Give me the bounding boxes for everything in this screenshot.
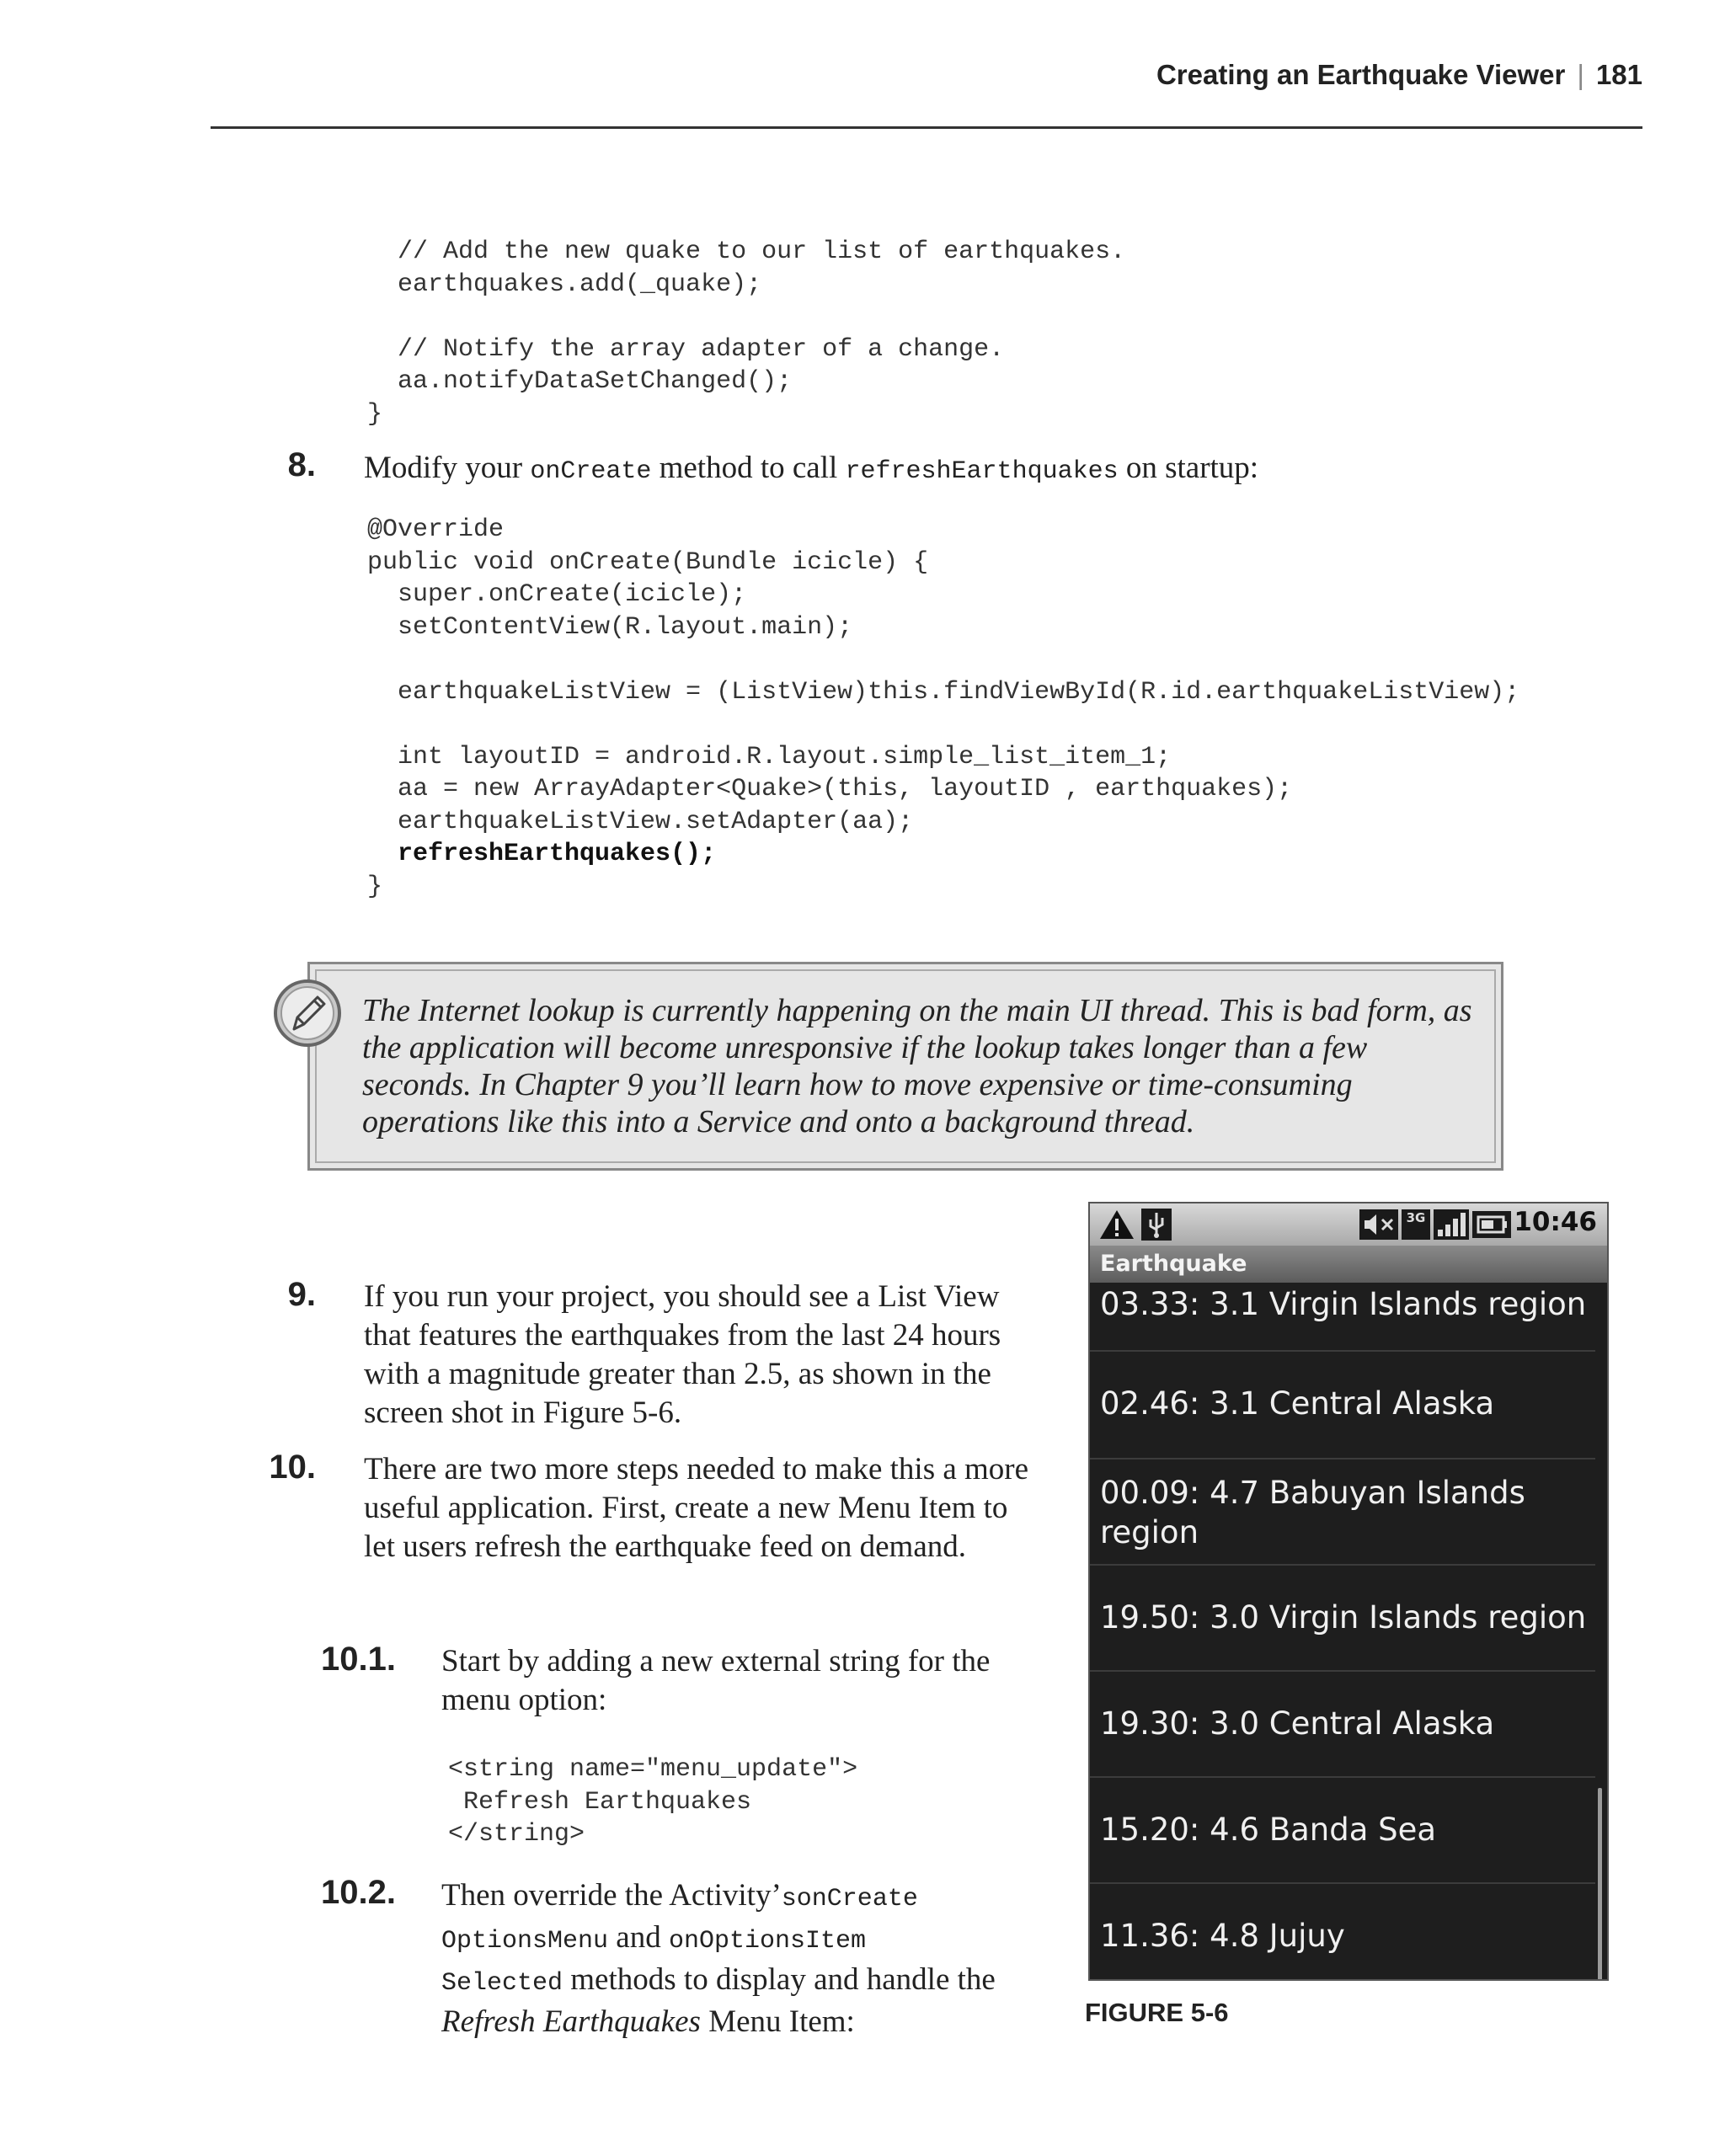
step-number-10-2: 10.2. bbox=[321, 1874, 396, 1911]
code-block-oncreate: @Override public void onCreate(Bundle icicle) { super.onCreate(icicle); setContentView(R.layout.main); earthquakeListView = (ListView)this.findViewById(R.id.earthquakeListView); int layoutID = android.R.layout.simple_list_item_1; aa = new ArrayAdapter<Quake>(this, layoutID , earthquakes); earthquakeListView.setAdapter(aa); refreshEarthquakes(); } bbox=[367, 515, 1520, 901]
inline-code: OptionsMenu bbox=[441, 1927, 609, 1956]
list-item[interactable]: 11.36: 4.8 Jujuy bbox=[1100, 1918, 1345, 1954]
status-clock: 10:46 bbox=[1514, 1207, 1597, 1237]
list-item[interactable]: 02.46: 3.1 Central Alaska bbox=[1090, 1353, 1595, 1460]
header-title: Creating an Earthquake Viewer bbox=[1156, 59, 1566, 90]
step-number-9: 9. bbox=[287, 1276, 316, 1313]
step-number-10-1: 10.1. bbox=[321, 1641, 396, 1678]
battery-icon bbox=[1472, 1211, 1511, 1238]
inline-code: onCreate bbox=[530, 457, 652, 486]
inline-code: sonCreate bbox=[781, 1885, 918, 1913]
step-number-8: 8. bbox=[287, 446, 316, 483]
inline-code: Selected bbox=[441, 1969, 563, 1998]
bold-code-line: refreshEarthquakes(); bbox=[367, 840, 717, 868]
list-item[interactable]: 03.33: 3.1 Virgin Islands region bbox=[1090, 1283, 1595, 1352]
phone-screenshot bbox=[1088, 1202, 1609, 1981]
italic-menu-name: Refresh Earthquakes bbox=[441, 2004, 701, 2039]
header-separator: | bbox=[1577, 59, 1584, 90]
running-header bbox=[0, 59, 1642, 91]
list-item[interactable]: 19.50: 3.0 Virgin Islands region bbox=[1090, 1566, 1595, 1672]
note-text: The Internet lookup is currently happening on the main UI thread. This is bad form, as the application will become unresponsive if the lookup takes longer than a few seconds. In Chapter 9 you’ll learn how to move expensive or time-consuming operations like this into a Service and onto a background thread. bbox=[362, 993, 1472, 1139]
inline-code: onOptionsItem bbox=[668, 1927, 867, 1956]
app-title-bar: Earthquake bbox=[1090, 1246, 1607, 1283]
step-10-1-text: Start by adding a new external string for the menu option: bbox=[441, 1644, 991, 1717]
inline-code: refreshEarthquakes bbox=[845, 457, 1119, 486]
status-bar bbox=[1090, 1203, 1607, 1246]
list-item[interactable]: 19.30: 3.0 Central Alaska bbox=[1090, 1672, 1595, 1778]
list-scrollbar[interactable] bbox=[1598, 1788, 1602, 1981]
page-number: 181 bbox=[1595, 59, 1642, 90]
step-10-2-text: Then override the Activity’sonCreate OptionsMenu and onOptionsItem Selected methods to display and handle the Refresh Earthquakes Menu Item: bbox=[441, 1878, 996, 2039]
list-item[interactable]: 00.09: 4.7 Babuyan Islands region bbox=[1090, 1460, 1595, 1566]
code-block-add-quake: // Add the new quake to our list of earthquakes. earthquakes.add(_quake); // Notify the array adapter of a change. aa.notifyDataSetChanged(); } bbox=[367, 237, 1126, 429]
signal-icon bbox=[1434, 1209, 1469, 1240]
step-8-text: Modify your onCreate method to call refreshEarthquakes on startup: bbox=[364, 451, 1259, 486]
mute-icon bbox=[1359, 1209, 1398, 1240]
usb-icon bbox=[1140, 1208, 1172, 1241]
header-rule bbox=[211, 126, 1642, 129]
figure-caption: FIGURE 5-6 bbox=[1085, 1998, 1229, 2027]
step-9-text: If you run your project, you should see a List View that features the earthquakes from the last 24 hours with a magnitude greater than 2.5, as shown in the screen shot in Figure 5-6. bbox=[364, 1279, 1001, 1430]
code-block-string-resource: <string name="menu_update"> Refresh Earthquakes </string> bbox=[448, 1755, 858, 1849]
earthquake-list[interactable] bbox=[1090, 1283, 1607, 1981]
step-10-text: There are two more steps needed to make this a more useful application. First, create a new Menu Item to let users refresh the earthquake feed on demand. bbox=[364, 1452, 1029, 1564]
step-number-10: 10. bbox=[269, 1449, 316, 1486]
warning-icon bbox=[1098, 1209, 1135, 1241]
list-item[interactable]: 15.20: 4.6 Banda Sea bbox=[1090, 1778, 1595, 1884]
3g-icon: 3G bbox=[1402, 1209, 1430, 1240]
pencil-icon bbox=[271, 977, 344, 1049]
